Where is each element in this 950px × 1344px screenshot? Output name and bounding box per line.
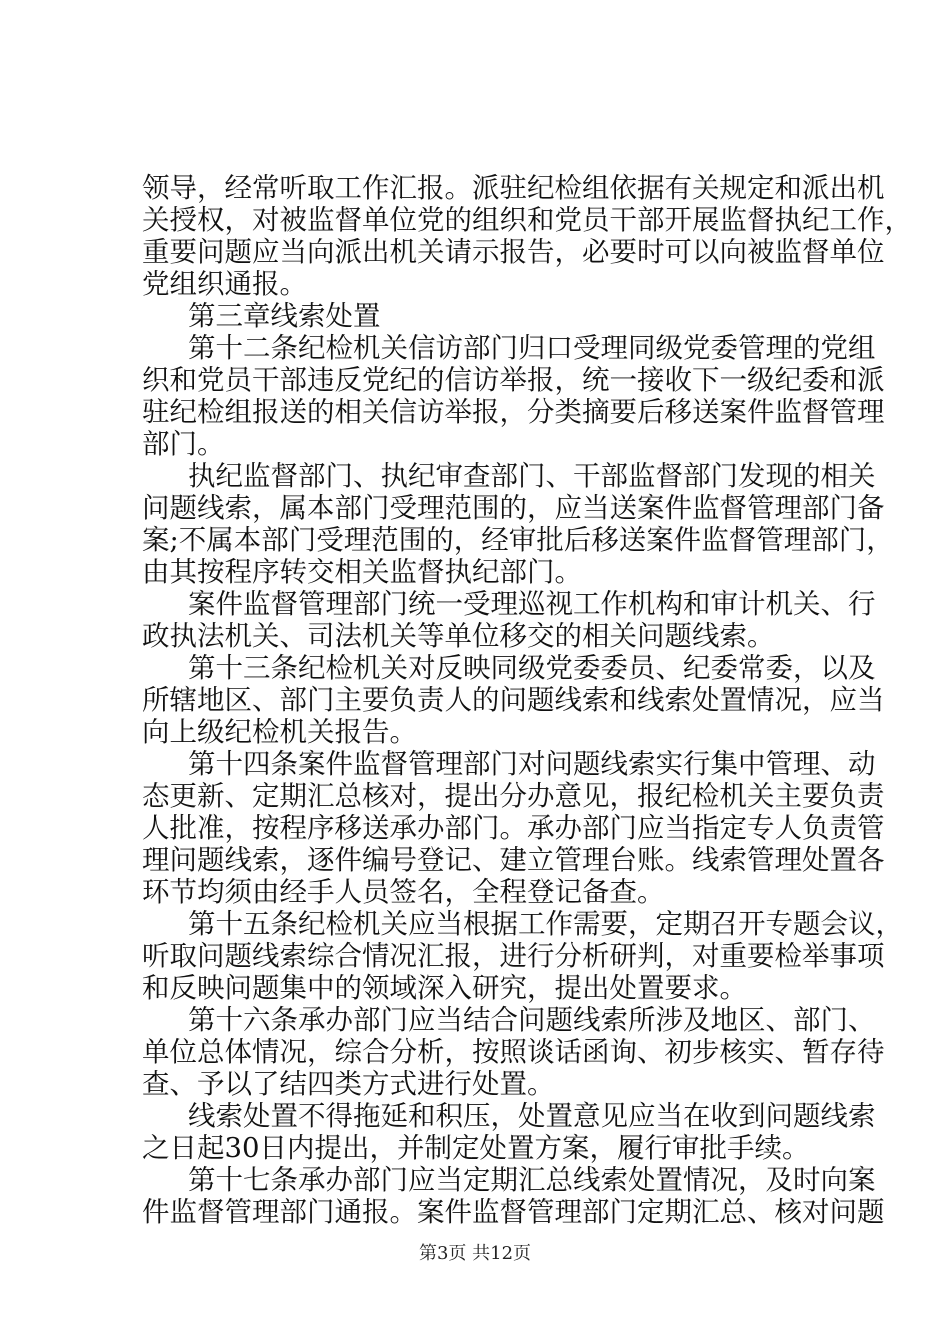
text-line: 织和党员干部违反党纪的信访举报，统一接收下一级纪委和派 [142,364,885,396]
text-line: 领导，经常听取工作汇报。派驻纪检组依据有关规定和派出机 [142,172,885,204]
text-line: 第十二条纪检机关信访部门归口受理同级党委管理的党组 [188,332,876,364]
text-line: 第十七条承办部门应当定期汇总线索处置情况，及时向案 [188,1164,876,1196]
text-line: 第十六条承办部门应当结合问题线索所涉及地区、部门、 [188,1004,876,1036]
text-line: 所辖地区、部门主要负责人的问题线索和线索处置情况，应当 [142,684,885,716]
text-line: 执纪监督部门、执纪审查部门、干部监督部门发现的相关 [188,460,876,492]
text-line: 第十三条纪检机关对反映同级党委委员、纪委常委，以及 [188,652,876,684]
text-line: 向上级纪检机关报告。 [142,716,417,748]
page-number-footer: 第3页 共12页 [418,1243,532,1264]
text-line: 第十四条案件监督管理部门对问题线索实行集中管理、动 [188,748,876,780]
text-line: 态更新、定期汇总核对，提出分办意见，报纪检机关主要负责 [142,780,885,812]
text-line: 听取问题线索综合情况汇报，进行分析研判，对重要检举事项 [142,940,885,972]
text-line: 案;不属本部门受理范围的，经审批后移送案件监督管理部门， [142,524,894,556]
text-line: 第十五条纪检机关应当根据工作需要，定期召开专题会议， [188,908,903,940]
chapter-heading: 第三章线索处置 [188,300,381,332]
text-line: 件监督管理部门通报。案件监督管理部门定期汇总、核对问题 [142,1196,885,1228]
text-line: 政执法机关、司法机关等单位移交的相关问题线索。 [142,620,775,652]
text-line: 环节均须由经手人员签名，全程登记备查。 [142,876,665,908]
text-line: 驻纪检组报送的相关信访举报，分类摘要后移送案件监督管理 [142,396,885,428]
text-line: 查、予以了结四类方式进行处置。 [142,1068,555,1100]
text-line: 重要问题应当向派出机关请示报告，必要时可以向被监督单位 [142,236,885,268]
text-line: 关授权，对被监督单位党的组织和党员干部开展监督执纪工作， [142,204,912,236]
text-line: 之日起30日内提出，并制定处置方案，履行审批手续。 [142,1132,810,1164]
text-line: 党组织通报。 [142,268,307,300]
text-line: 单位总体情况，综合分析，按照谈话函询、初步核实、暂存待 [142,1036,885,1068]
text-line: 由其按程序转交相关监督执纪部门。 [142,556,582,588]
text-line: 部门。 [142,428,225,460]
text-line: 人批准，按程序移送承办部门。承办部门应当指定专人负责管 [142,812,885,844]
document-body [142,172,912,1228]
text-line: 和反映问题集中的领域深入研究，提出处置要求。 [142,972,747,1004]
text-line: 问题线索，属本部门受理范围的，应当送案件监督管理部门备 [142,492,885,524]
text-line: 案件监督管理部门统一受理巡视工作机构和审计机关、行 [188,588,876,620]
text-line: 理问题线索，逐件编号登记、建立管理台账。线索管理处置各 [142,844,885,876]
text-line: 线索处置不得拖延和积压，处置意见应当在收到问题线索 [188,1100,876,1132]
